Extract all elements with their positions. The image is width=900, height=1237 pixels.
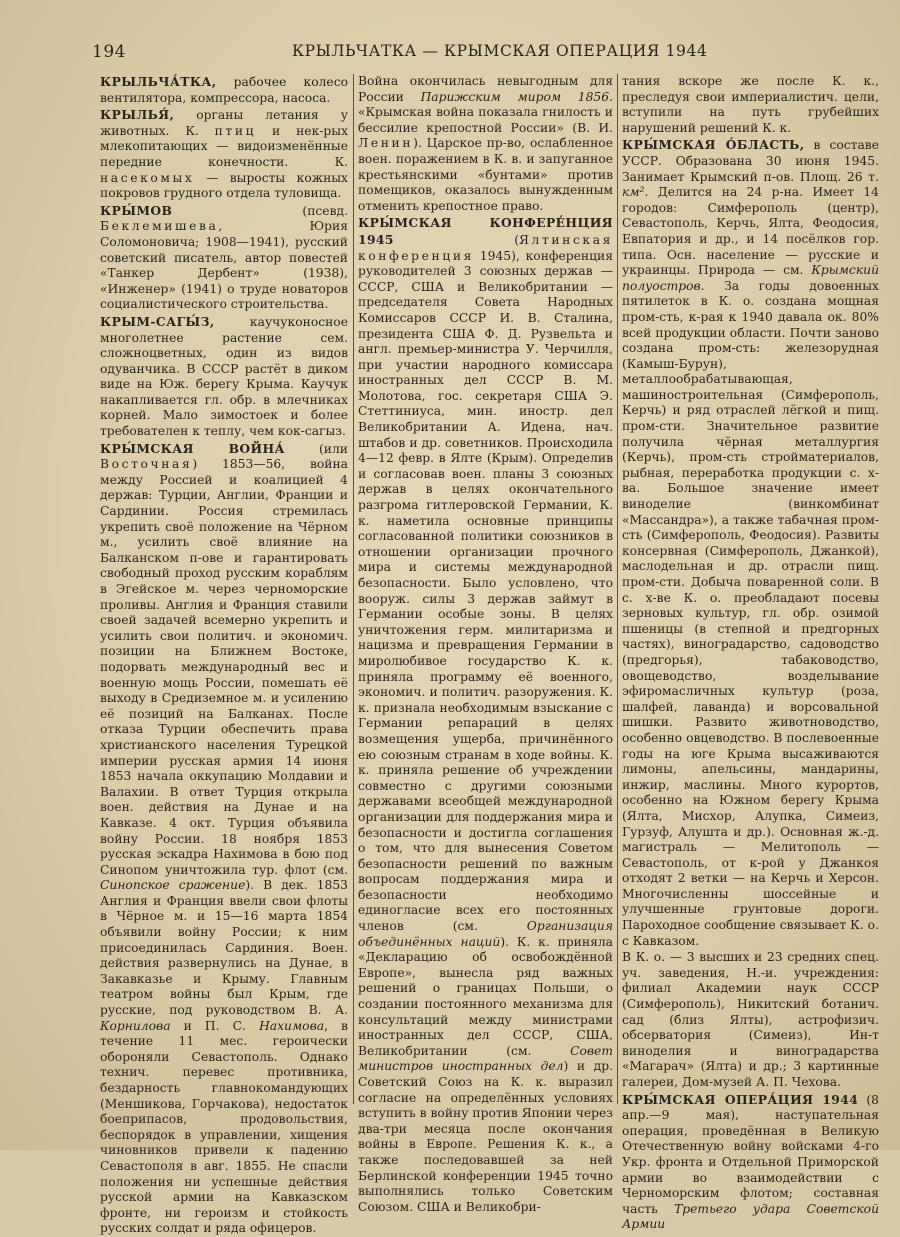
column-divider — [617, 74, 618, 1104]
spaced-term: Беклемишева, — [100, 219, 225, 234]
entry-text: Война окончилась невыгодным для России — [358, 74, 613, 104]
entry-headword: КРЫ́МСКАЯ ОПЕРА́ЦИЯ 1944 — [622, 1091, 859, 1107]
unit-label: км² — [622, 185, 645, 200]
entry-text: ) 1853—56, война между Россией и коалицией 4 держав: Турции, Англии, Франции и Сардинии. Россия стремилась укрепить своё положение на Чёрном м., усилить своё влияние на Балканском п-ове и гарантировать свободный проход русским кораблям в Эгейское м. через черноморские проливы. Англия и Франция ставили своей задачей всемерно укрепить и усилить свои политич. и экономич. позиции на Ближнем Востоке, подорвать международный вес и военную мощь России, помешать её выходу в Средиземное м. и усилению её позиций на Балканах. После отказа Турции обеспечить права христианского населения Турецкой империи русская армия 14 июня 1853 начала оккупацию Молдавии и Валахии. В ответ Турция открыла воен. действия на Дунае и на Кавказе. 4 окт. Турция объявила войну России. 18 ноября 1853 русская эскадра Нахимова в бою под Синопом уничтожила тур. флот (см. — [100, 457, 348, 877]
spaced-term: птиц — [214, 123, 257, 138]
entry-text: тания вскоре же после К. к., преследуя свои империалистич. цели, вступили на путь грубейших нарушений решений К. к. — [622, 74, 879, 135]
spaced-term: Ленин — [358, 136, 414, 151]
cross-reference: Организация объединённых наций — [358, 919, 613, 949]
entry-headword: КРЫ́МСКАЯ ВОЙНА́ — [100, 440, 285, 456]
entry-krymov — [100, 203, 348, 313]
entry-crimean-oblast-education — [622, 950, 879, 1090]
entry-headword: КРЫ́МСКАЯ КОНФЕРЕ́НЦИЯ 1945 — [358, 215, 613, 247]
cross-reference: Третьего удара Советской Армии — [622, 1201, 879, 1232]
entry-text: ( — [393, 232, 519, 247]
entry-text: Юрия Соломоновича; 1908—1941), русский советский писатель, автор повестей «Танкер Дербент» (1938), «Инженер» (1941) о труде новаторов социалистического строительства. — [100, 219, 348, 312]
cross-reference: Синопское сражение — [100, 878, 246, 893]
cross-reference: Корнилова — [100, 1018, 171, 1033]
entry-crimean-operation — [622, 1092, 879, 1233]
entry-text: . «Крымская война показала гнилость и бессилие крепостной России» (В. И. — [358, 89, 613, 135]
entry-headword: КРЫ́МОВ — [100, 202, 173, 218]
page-number: 194 — [92, 42, 126, 62]
spaced-term: Ялтинская конференция — [358, 232, 613, 263]
entry-text: органы летания у животных. К. — [100, 108, 348, 138]
cross-reference: Парижским миром 1856 — [420, 89, 610, 104]
spaced-term: насекомых — [100, 170, 195, 185]
entry-headword: КРЫЛЬЯ́, — [100, 107, 175, 123]
entry-text: , в течение 11 мес. героически обороняли Севастополь. Однако технич. перевес противника, бездарность главнокомандующих (Меншикова, Горчакова), недостаток боеприпасов, продовольствия, беспорядок в управлении, хищения чиновников привели к падению Севастополя в авг. 1855. Не спасли положения ни успешные действия русской армии на Кавказском фронте, ни героизм и стойкость русских солдат и ряда офицеров. — [100, 1018, 348, 1236]
entry-text: — выросты кожных покровов грудного отдела туловища. — [100, 170, 348, 201]
entry-text: рабочее колесо вентилятора, компрессора, насоса. — [100, 75, 348, 105]
cross-reference: Нахимова — [259, 1018, 325, 1033]
entry-text: 1945), конференция руководителей 3 союзных держав — СССР, США и Великобритании — председателя Совета Народных Комиссаров СССР И. В. Сталина, президента США Ф. Д. Рузвельта и англ. премьер-министра У. Черчилля, при участии народного комиссара иностранных дел СССР В. М. Молотова, гос. секретаря США Э. Стеттиниуса, мин. иностр. дел Великобритании А. Идена, нач. штабов и др. советников. Происходила 4—12 февр. в Ялте (Крым). Определив и согласовав воен. планы 3 союзных держав в целях окончательного разгрома гитлеровской Германии, К. к. наметила основные принципы согласованной политики союзников в отношении организации прочного мира и системы международной безопасности. Было условлено, что вооруж. силы 3 держав займут в Германии особые зоны. В целях уничтожения герм. милитаризма и нацизма и превращения Германии в миролюбивое государство К. к. приняла программу её военного, экономич. и политич. разоружения. К. к. признала необходимым взыскание с Германии репараций в целях возмещения ущерба, причинённого ею союзным странам в ходе войны. К. к. приняла решение об учреждении совместно с другими союзными державами всеобщей международной организации для поддержания мира и безопасности и достигла соглашения о том, что для вынесения Советом безопасности решений по важным вопросам поддержания мира и безопасности необходимо единогласие всех его постоянных членов (см. — [358, 248, 613, 934]
entry-text: (или — [284, 441, 348, 456]
cross-reference: Совет министров иностранных дел — [358, 1043, 613, 1074]
entry-text: каучуконосное многолетнее растение сем. сложноцветных, один из видов одуванчика. В СССР растёт в диком виде на Юж. берегу Крыма. Каучук накапливается гл. обр. в млечниках корней. Мало зимостоек и более требователен к теплу, чем кок-сагыз. — [100, 314, 348, 439]
entry-crimean-oblast — [622, 137, 879, 949]
spaced-term: Восточная — [100, 457, 193, 472]
entry-text: и П. С. — [170, 1018, 260, 1033]
page-header — [92, 36, 872, 70]
entry-headword: КРЫМ-САГЫ́З, — [100, 313, 215, 329]
entry-text: в составе УССР. Образована 30 июня 1945. Занимает Крымский п-ов. Площ. 26 т. — [622, 138, 879, 184]
entry-headword: КРЫЛЬЧА́ТКА, — [100, 74, 217, 89]
column-divider — [353, 74, 354, 1104]
text-column-2 — [358, 74, 613, 1214]
entry-headword: КРЫ́МСКАЯ О́БЛАСТЬ, — [622, 137, 805, 153]
entry-text: ). Царское пр-во, ослабленное воен. поражением в К. в. и запуганное крестьянскими «бунтами» против помещиков, оказалось вынужденным отменить крепостное право. — [358, 136, 613, 213]
entry-text: ) и др. Советский Союз на К. к. выразил согласие на определённых условиях вступить в войну против Японии через два-три месяца после окончания войны в Европе. Решения К. к., а также последовавшей за ней Берлинской конференции 1945 точно выполнялись только Советским Союзом. США и Великобри- — [358, 1059, 613, 1214]
entry-text: ). В дек. 1853 Англия и Франция ввели свои флоты в Чёрное м. и 15—16 марта 1854 объявили войну России; к ним присоединилась Сардиния. Воен. действия развернулись на Дунае, в Закавказье и Крыму. Главным театром войны был Крым, где русские, под руководством В. А. — [100, 878, 348, 1018]
cross-reference: Крымский полуостров — [622, 263, 879, 293]
entry-krylya — [100, 107, 348, 202]
running-head: КРЫЛЬЧАТКА — КРЫМСКАЯ ОПЕРАЦИЯ 1944 — [292, 42, 708, 60]
entry-krym-sagyz — [100, 314, 348, 440]
entry-crimean-conference — [358, 215, 613, 1215]
entry-crimean-war — [100, 441, 348, 1237]
entry-text: (8 апр.—9 мая), наступательная операция, проведённая в Великую Отечественную войну войсками 4-го Укр. фронта и Отдельной Приморской армии во взаимодействии с Черноморским флотом; составная часть — [622, 1092, 880, 1216]
text-column-3 — [622, 74, 880, 1232]
entry-krylchatka — [100, 74, 348, 106]
text-column-1 — [100, 74, 348, 1236]
entry-text: ). К. к. приняла «Декларацию об освобождённой Европе», вынесла ряд важных решений о границах Польши, о создании постоянного механизма для консультаций между министрами иностранных дел СССР, США, Великобритании (см. — [358, 934, 613, 1058]
entry-text: (псевд. — [172, 203, 348, 218]
entry-text: В К. о. — 3 высших и 23 средних спец. уч. заведения, Н.-и. учреждения: филиал Академии наук СССР (Симферополь), Никитский ботанич. сад (близ Ялты), астрофизич. обсерватория (Симеиз), Ин-т виноделия и виноградарства «Магарач» (Ялта) и др.; 3 картинные галереи, Дом-музей А. П. Чехова. — [622, 950, 879, 1089]
entry-text: . Делится на 24 р-на. Имеет 14 городов: Симферополь (центр), Севастополь, Керчь, Ялта, Феодосия, Евпатория и др., и 14 посёлков гор. типа. Осн. население — русские и украинцы. Природа — см. — [622, 185, 879, 278]
entry-crimean-conference-continued — [622, 74, 879, 136]
entry-crimean-war-continued — [358, 74, 613, 214]
entry-text: . За годы довоенных пятилеток в К. о. создана мощная пром-сть, к-рая к 1940 давала ок. 80% всей продукции области. Почти заново создана пром-сть: железорудная (Камыш-Бурун), металлообрабатывающая, машиностроительная (Симферополь, Керчь) и ряд отраслей лёгкой и пищ. пром-сти. Значительное развитие получила чёрная металлургия (Керчь), пром-сть стройматериалов, рыбная, переработка продукции с. х-ва. Большое значение имеет виноделие (винкомбинат «Массандра»), а также табачная пром-сть (Симферополь, Феодосия). Развиты консервная (Симферополь, Джанкой), маслодельная и др. отрасли пищ. пром-сти. Добыча поваренной соли. В с. х-ве К. о. преобладают посевы зерновых культур, гл. обр. озимой пшеницы (в степной и предгорных частях), виноградарство, садоводство (предгорья), табаководство, овощеводство, возделывание эфиромасличных культур (роза, шалфей, лаванда) и ворсовальной шишки. Развито животноводство, особенно овцеводство. В послевоенные годы на юге Крыма высаживаются лимоны, апельсины, мандарины, инжир, маслины. Много курортов, особенно на Южном берегу Крыма (Ялта, Мисхор, Алупка, Симеиз, Гурзуф, Алушта и др.). Основная ж.-д. магистраль — Мелитополь — Севастополь, от к-рой у Джанкоя отходят 2 ветки — на Керчь и Херсон. Многочисленны шоссейные и улучшенные грунтовые дороги. Пароходное сообщение связывает К. о. с Кавказом. — [622, 278, 879, 948]
entry-text: и нек-рых млекопитающих — видоизменённые передние конечности. К. — [100, 123, 348, 169]
